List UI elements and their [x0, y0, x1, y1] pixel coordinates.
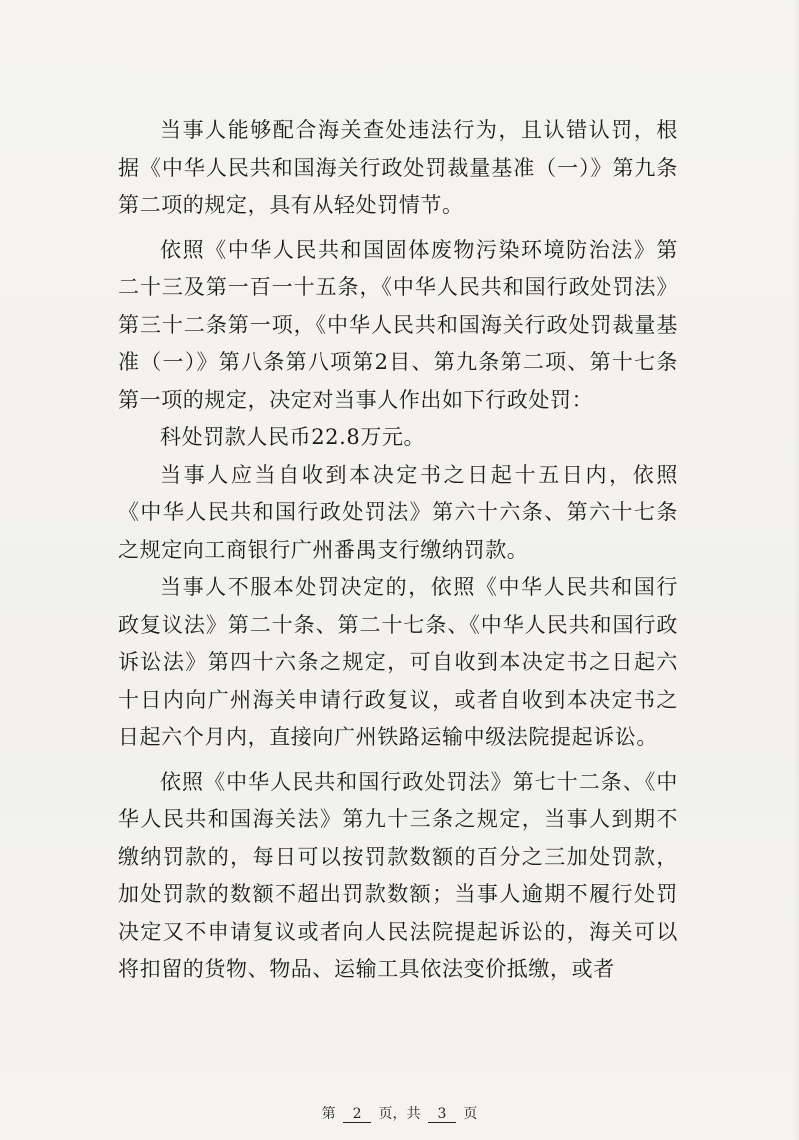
paragraph-mitigation: 当事人能够配合海关查处违法行为，且认错认罚，根据《中华人民共和国海关行政处罚裁量基准（一）》第九条第二项的规定，具有从轻处罚情节。	[118, 118, 678, 217]
paragraph-legal-basis: 依照《中华人民共和国固体废物污染环境防治法》第二十三及第一百一十五条，《中华人民共和国行政处罚法》第三十二条第一项，《中华人民共和国海关行政处罚裁量基准（一）》第八条第八项第2目、第九条第二项、第十七条第一项的规定，决定对当事人作出如下行政处罚：	[118, 237, 678, 412]
footer-middle: 页，共	[378, 1106, 421, 1122]
current-page-number: 2	[343, 1107, 371, 1123]
paragraph-payment: 当事人应当自收到本决定书之日起十五日内，依照《中华人民共和国行政处罚法》第六十六条、第六十七条之规定向工商银行广州番禺支行缴纳罚款。	[118, 462, 678, 562]
paragraph-appeal: 当事人不服本处罚决定的，依照《中华人民共和国行政复议法》第二十条、第二十七条、《中华人民共和国行政诉讼法》第四十六条之规定，可自收到本决定书之日起六十日内向广州海关申请行政复议，或者自收到本决定书之日起六个月内，直接向广州铁路运输中级法院提起诉讼。	[118, 575, 678, 749]
paragraph-late-payment: 依照《中华人民共和国行政处罚法》第七十二条、《中华人民共和国海关法》第九十三条之规定，当事人到期不缴纳罚款的，每日可以按罚款数额的百分之三加处罚款，加处罚款的数额不超出罚款数额；当事人逾期不履行处罚决定又不申请复议或者向人民法院提起诉讼的，海关可以将扣留的货物、物品、运输工具依法变价抵缴，或者	[118, 769, 678, 981]
footer-suffix: 页	[463, 1106, 478, 1122]
scan-edge-shadow	[793, 0, 799, 1140]
footer-prefix: 第	[321, 1106, 336, 1122]
total-pages-number: 3	[428, 1107, 456, 1123]
paragraph-penalty: 科处罚款人民币22.8万元。	[160, 425, 426, 449]
page-number-footer	[0, 1103, 799, 1123]
document-body	[118, 112, 678, 989]
